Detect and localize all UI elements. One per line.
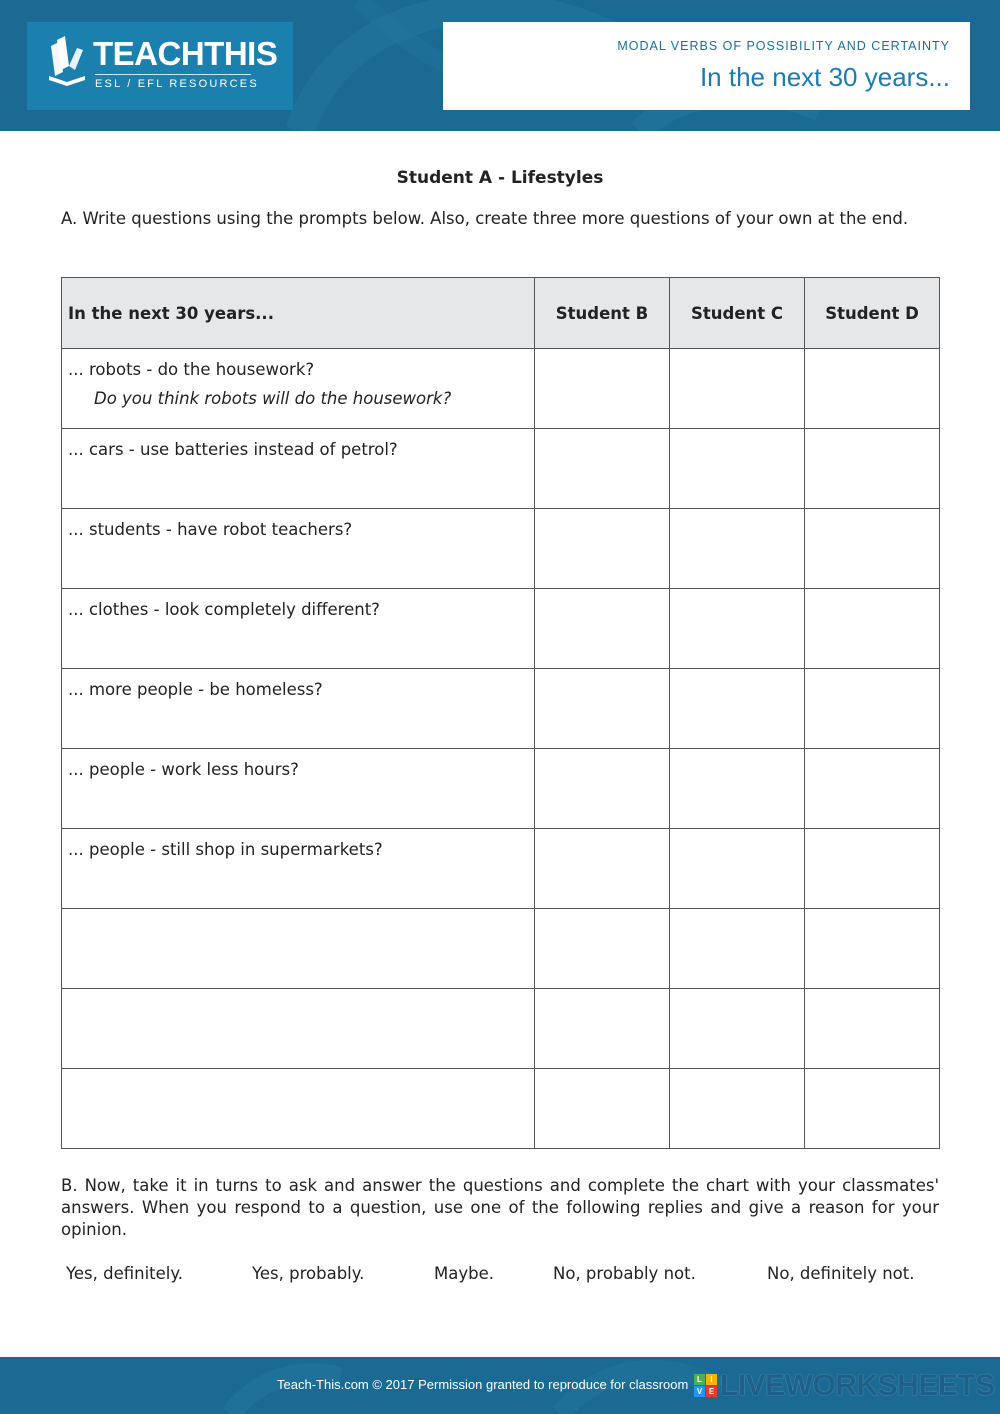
- own-question-cell[interactable]: [62, 989, 535, 1069]
- column-header-student-c: Student C: [670, 278, 805, 349]
- answer-cell-student-c[interactable]: [670, 589, 805, 669]
- column-header-prompt: In the next 30 years...: [62, 278, 535, 349]
- answer-cell-student-d[interactable]: [805, 749, 940, 829]
- prompt-text: ... robots - do the housework?: [68, 360, 315, 379]
- answer-cell-student-d[interactable]: [805, 1069, 940, 1149]
- answer-cell-student-b[interactable]: [535, 989, 670, 1069]
- own-question-cell[interactable]: [62, 909, 535, 989]
- logo-name: TEACHTHIS: [93, 35, 278, 72]
- answer-cell-student-b[interactable]: [535, 669, 670, 749]
- book-icon: [47, 36, 87, 92]
- reply-option: No, definitely not.: [767, 1264, 915, 1283]
- worksheet-topic: MODAL VERBS OF POSSIBILITY AND CERTAINTY: [617, 39, 950, 53]
- answer-cell-student-d[interactable]: [805, 829, 940, 909]
- reply-option: Maybe.: [434, 1264, 494, 1283]
- answer-cell-student-c[interactable]: [670, 909, 805, 989]
- table-row: [62, 589, 940, 669]
- footer-band: [0, 1357, 1000, 1414]
- logo-subtitle: ESL / EFL RESOURCES: [95, 78, 259, 90]
- answer-cell-student-d[interactable]: [805, 509, 940, 589]
- prompt-text: ... cars - use batteries instead of petrol?: [68, 440, 398, 459]
- answer-cell-student-d[interactable]: [805, 429, 940, 509]
- answer-cell-student-c[interactable]: [670, 829, 805, 909]
- answer-cell-student-d[interactable]: [805, 909, 940, 989]
- answer-cell-student-d[interactable]: [805, 669, 940, 749]
- prompt-cell[interactable]: [62, 749, 535, 829]
- column-header-student-b: Student B: [535, 278, 670, 349]
- table-row: [62, 909, 940, 989]
- reply-option: Yes, definitely.: [66, 1264, 184, 1283]
- answer-cell-student-b[interactable]: [535, 509, 670, 589]
- prompt-cell[interactable]: [62, 509, 535, 589]
- table-row: [62, 1069, 940, 1149]
- answer-cell-student-b[interactable]: [535, 749, 670, 829]
- answer-cell-student-c[interactable]: [670, 989, 805, 1069]
- prompt-cell[interactable]: [62, 829, 535, 909]
- example-question: Do you think robots will do the housework?: [94, 389, 452, 408]
- answer-cell-student-c[interactable]: [670, 749, 805, 829]
- prompt-text: ... people - work less hours?: [68, 760, 299, 779]
- answer-cell-student-d[interactable]: [805, 589, 940, 669]
- liveworksheets-badge: [694, 1374, 718, 1398]
- prompt-text: ... more people - be homeless?: [68, 680, 323, 699]
- answer-cell-student-b[interactable]: [535, 909, 670, 989]
- answer-cell-student-c[interactable]: [670, 429, 805, 509]
- badge-letter: L: [694, 1374, 705, 1385]
- table-row: [62, 349, 940, 429]
- table-row: [62, 829, 940, 909]
- own-question-cell[interactable]: [62, 1069, 535, 1149]
- prompt-text: ... people - still shop in supermarkets?: [68, 840, 383, 859]
- prompt-text: [62, 989, 534, 1000]
- answer-cell-student-c[interactable]: [670, 1069, 805, 1149]
- liveworksheets-logo: LIVEWORKSHEETS: [720, 1369, 995, 1402]
- section-title: Student A - Lifestyles: [396, 168, 604, 188]
- badge-letter: V: [694, 1386, 705, 1397]
- logo: [27, 22, 293, 110]
- table-row: [62, 669, 940, 749]
- table-row: [62, 989, 940, 1069]
- answer-cell-student-b[interactable]: [535, 349, 670, 429]
- answer-cell-student-c[interactable]: [670, 669, 805, 749]
- prompt-text: [62, 1069, 534, 1080]
- questions-table: [61, 277, 940, 1149]
- prompt-cell[interactable]: [62, 669, 535, 749]
- reply-option: Yes, probably.: [252, 1264, 365, 1283]
- instruction-b: B. Now, take it in turns to ask and answer the questions and complete the chart with your classmates' answers. When you respond to a question, use one of the following replies and give a reason for your opinion.: [61, 1176, 939, 1239]
- prompt-cell[interactable]: [62, 589, 535, 669]
- prompt-text: ... students - have robot teachers?: [68, 520, 353, 539]
- answer-cell-student-d[interactable]: [805, 989, 940, 1069]
- prompt-cell[interactable]: [62, 429, 535, 509]
- column-header-student-d: Student D: [805, 278, 940, 349]
- answer-cell-student-d[interactable]: [805, 349, 940, 429]
- table-row: [62, 749, 940, 829]
- table-row: [62, 429, 940, 509]
- answer-cell-student-b[interactable]: [535, 429, 670, 509]
- table-row: [62, 509, 940, 589]
- answer-cell-student-b[interactable]: [535, 589, 670, 669]
- answer-cell-student-c[interactable]: [670, 509, 805, 589]
- prompt-cell: [62, 349, 535, 429]
- title-box: [443, 22, 970, 110]
- answer-cell-student-b[interactable]: [535, 829, 670, 909]
- instruction-a: A. Write questions using the prompts below. Also, create three more questions of your own at the end.: [61, 209, 909, 228]
- reply-option: No, probably not.: [553, 1264, 696, 1283]
- table-header-row: [62, 278, 940, 349]
- prompt-text: ... clothes - look completely different?: [68, 600, 380, 619]
- badge-letter: I: [706, 1374, 717, 1385]
- logo-divider: [95, 74, 251, 75]
- header-band: [0, 0, 1000, 131]
- worksheet-title: In the next 30 years...: [699, 62, 950, 92]
- copyright-text: Teach-This.com © 2017 Permission granted to reproduce for classroom: [277, 1377, 689, 1392]
- badge-letter: E: [706, 1386, 717, 1397]
- answer-cell-student-b[interactable]: [535, 1069, 670, 1149]
- prompt-text: [62, 909, 534, 920]
- answer-cell-student-c[interactable]: [670, 349, 805, 429]
